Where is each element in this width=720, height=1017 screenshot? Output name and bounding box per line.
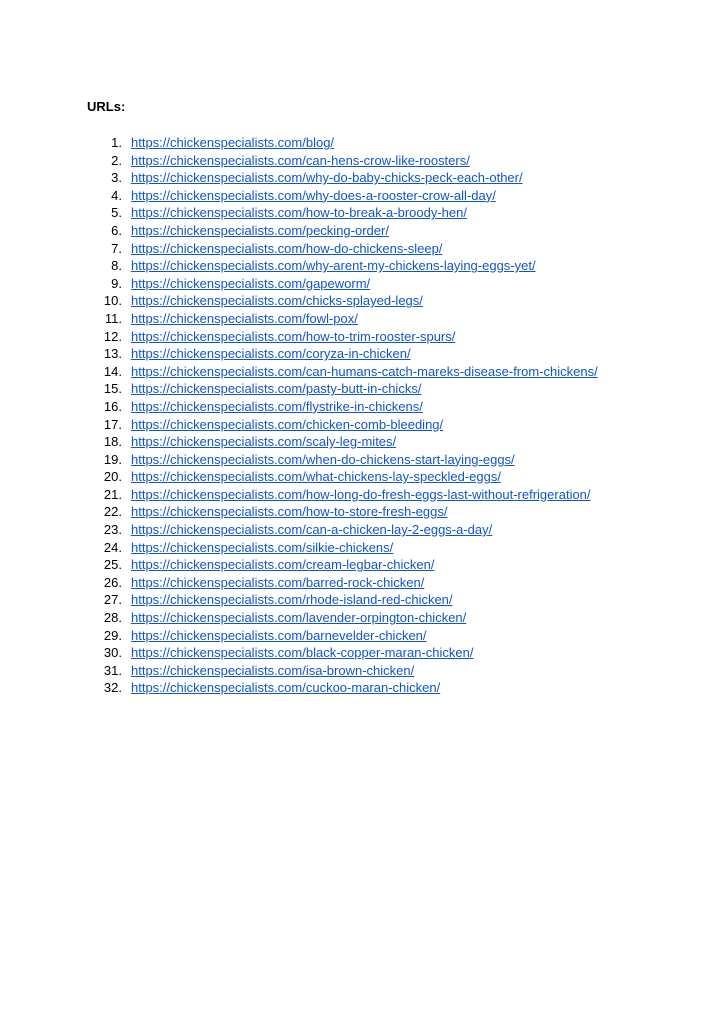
list-item (0, 257, 720, 275)
urls-heading: URLs: (87, 99, 126, 114)
list-item-number: 32. (103, 680, 122, 696)
url-link[interactable]: https://chickenspecialists.com/blog/ (131, 135, 335, 150)
url-link[interactable]: https://chickenspecialists.com/barred-rock-chicken/ (131, 574, 425, 590)
url-link[interactable]: https://chickenspecialists.com/can-humans-catch-mareks-disease-from-chickens/ (131, 363, 598, 379)
list-item (0, 204, 720, 222)
list-item (0, 521, 720, 539)
list-item-number: 3. (111, 170, 122, 186)
list-item-number: 7. (111, 240, 122, 256)
list-item (0, 398, 720, 416)
list-item (0, 503, 720, 521)
url-link[interactable]: https://chickenspecialists.com/when-do-chickens-start-laying-eggs/ (131, 451, 515, 467)
url-link[interactable]: https://chickenspecialists.com/coryza-in-chicken/ (131, 346, 411, 362)
list-item-number: 13. (103, 346, 122, 362)
list-item-number: 21. (103, 486, 122, 502)
url-link[interactable]: https://chickenspecialists.com/scaly-leg-mites/ (131, 434, 397, 450)
list-item-number: 29. (103, 627, 122, 643)
list-item (0, 644, 720, 662)
url-link[interactable]: https://chickenspecialists.com/how-long-do-fresh-eggs-last-without-refrigeration/ (131, 486, 591, 502)
url-link[interactable]: https://chickenspecialists.com/can-a-chicken-lay-2-eggs-a-day/ (131, 522, 493, 538)
list-item-number: 16. (103, 398, 122, 414)
list-item (0, 363, 720, 381)
list-item-number: 4. (111, 187, 122, 203)
list-item-number: 24. (103, 539, 122, 555)
list-item (0, 169, 720, 187)
list-item-number: 25. (103, 557, 122, 573)
url-link[interactable]: https://chickenspecialists.com/chicken-comb-bleeding/ (131, 416, 444, 432)
list-item (0, 609, 720, 627)
list-item-number: 2. (111, 152, 122, 168)
url-link[interactable]: https://chickenspecialists.com/lavender-orpington-chicken/ (131, 610, 467, 626)
list-item-number: 20. (103, 469, 122, 485)
url-link[interactable]: https://chickenspecialists.com/isa-brown-chicken/ (131, 662, 415, 678)
list-item (0, 134, 720, 152)
url-link[interactable]: https://chickenspecialists.com/can-hens-crow-like-roosters/ (131, 152, 470, 168)
list-item-number: 14. (103, 363, 122, 379)
list-item (0, 451, 720, 469)
list-item-number: 26. (103, 574, 122, 590)
list-item-number: 12. (103, 328, 122, 344)
list-item-number: 23. (103, 522, 122, 538)
list-item-number: 5. (111, 205, 122, 221)
list-item (0, 275, 720, 293)
list-item (0, 468, 720, 486)
list-item (0, 187, 720, 205)
list-item (0, 222, 720, 240)
list-item-number: 30. (103, 645, 122, 661)
list-item-number: 6. (111, 222, 122, 238)
url-link[interactable]: https://chickenspecialists.com/how-to-store-fresh-eggs/ (131, 504, 448, 520)
list-item (0, 310, 720, 328)
list-item-number: 19. (103, 451, 122, 467)
url-link[interactable]: https://chickenspecialists.com/gapeworm/ (131, 275, 371, 291)
url-link[interactable]: https://chickenspecialists.com/rhode-island-red-chicken/ (131, 592, 453, 608)
url-link[interactable]: https://chickenspecialists.com/what-chickens-lay-speckled-eggs/ (131, 469, 501, 485)
url-link[interactable]: https://chickenspecialists.com/flystrike-in-chickens/ (131, 398, 423, 414)
list-item (0, 380, 720, 398)
url-link[interactable]: https://chickenspecialists.com/cream-legbar-chicken/ (131, 557, 435, 573)
url-link[interactable]: https://chickenspecialists.com/pasty-butt-in-chicks/ (131, 381, 422, 397)
url-link[interactable]: https://chickenspecialists.com/how-to-trim-rooster-spurs/ (131, 328, 456, 344)
list-item-number: 11. (104, 310, 122, 326)
url-link[interactable]: https://chickenspecialists.com/why-do-baby-chicks-peck-each-other/ (131, 170, 523, 186)
list-item (0, 679, 720, 697)
list-item (0, 152, 720, 170)
list-item (0, 416, 720, 434)
list-item-number: 22. (103, 504, 122, 520)
list-item (0, 345, 720, 363)
url-link[interactable]: https://chickenspecialists.com/pecking-order/ (131, 222, 389, 238)
list-item-number: 27. (103, 592, 122, 608)
list-item (0, 328, 720, 346)
list-item (0, 292, 720, 310)
url-link[interactable]: https://chickenspecialists.com/how-to-break-a-broody-hen/ (131, 205, 467, 221)
url-link[interactable]: https://chickenspecialists.com/silkie-chickens/ (131, 539, 394, 555)
url-link[interactable]: https://chickenspecialists.com/why-arent-my-chickens-laying-eggs-yet/ (131, 258, 536, 274)
list-item-number: 18. (103, 434, 122, 450)
list-item (0, 486, 720, 504)
url-link[interactable]: https://chickenspecialists.com/barnevelder-chicken/ (131, 627, 427, 643)
list-item-number: 15. (103, 381, 122, 397)
list-item (0, 662, 720, 680)
list-item-number: 9. (111, 275, 122, 291)
url-link[interactable]: https://chickenspecialists.com/black-copper-maran-chicken/ (131, 645, 474, 661)
url-link[interactable]: https://chickenspecialists.com/how-do-chickens-sleep/ (131, 240, 443, 256)
list-item-number: 31. (103, 662, 122, 678)
list-item (0, 556, 720, 574)
url-link[interactable]: https://chickenspecialists.com/why-does-a-rooster-crow-all-day/ (131, 187, 496, 203)
list-item (0, 433, 720, 451)
list-item (0, 574, 720, 592)
list-item-number: 28. (103, 610, 122, 626)
list-item-number: 8. (111, 258, 122, 274)
url-link[interactable]: https://chickenspecialists.com/fowl-pox/ (131, 310, 358, 326)
list-item (0, 539, 720, 557)
list-item (0, 240, 720, 258)
list-item-number: 1. (111, 135, 122, 150)
list-item-number: 17. (103, 416, 122, 432)
list-item (0, 591, 720, 609)
url-list (0, 134, 720, 697)
url-link[interactable]: https://chickenspecialists.com/cuckoo-maran-chicken/ (131, 680, 441, 696)
url-link[interactable]: https://chickenspecialists.com/chicks-splayed-legs/ (131, 293, 423, 309)
list-item-number: 10. (103, 293, 122, 309)
list-item (0, 627, 720, 645)
